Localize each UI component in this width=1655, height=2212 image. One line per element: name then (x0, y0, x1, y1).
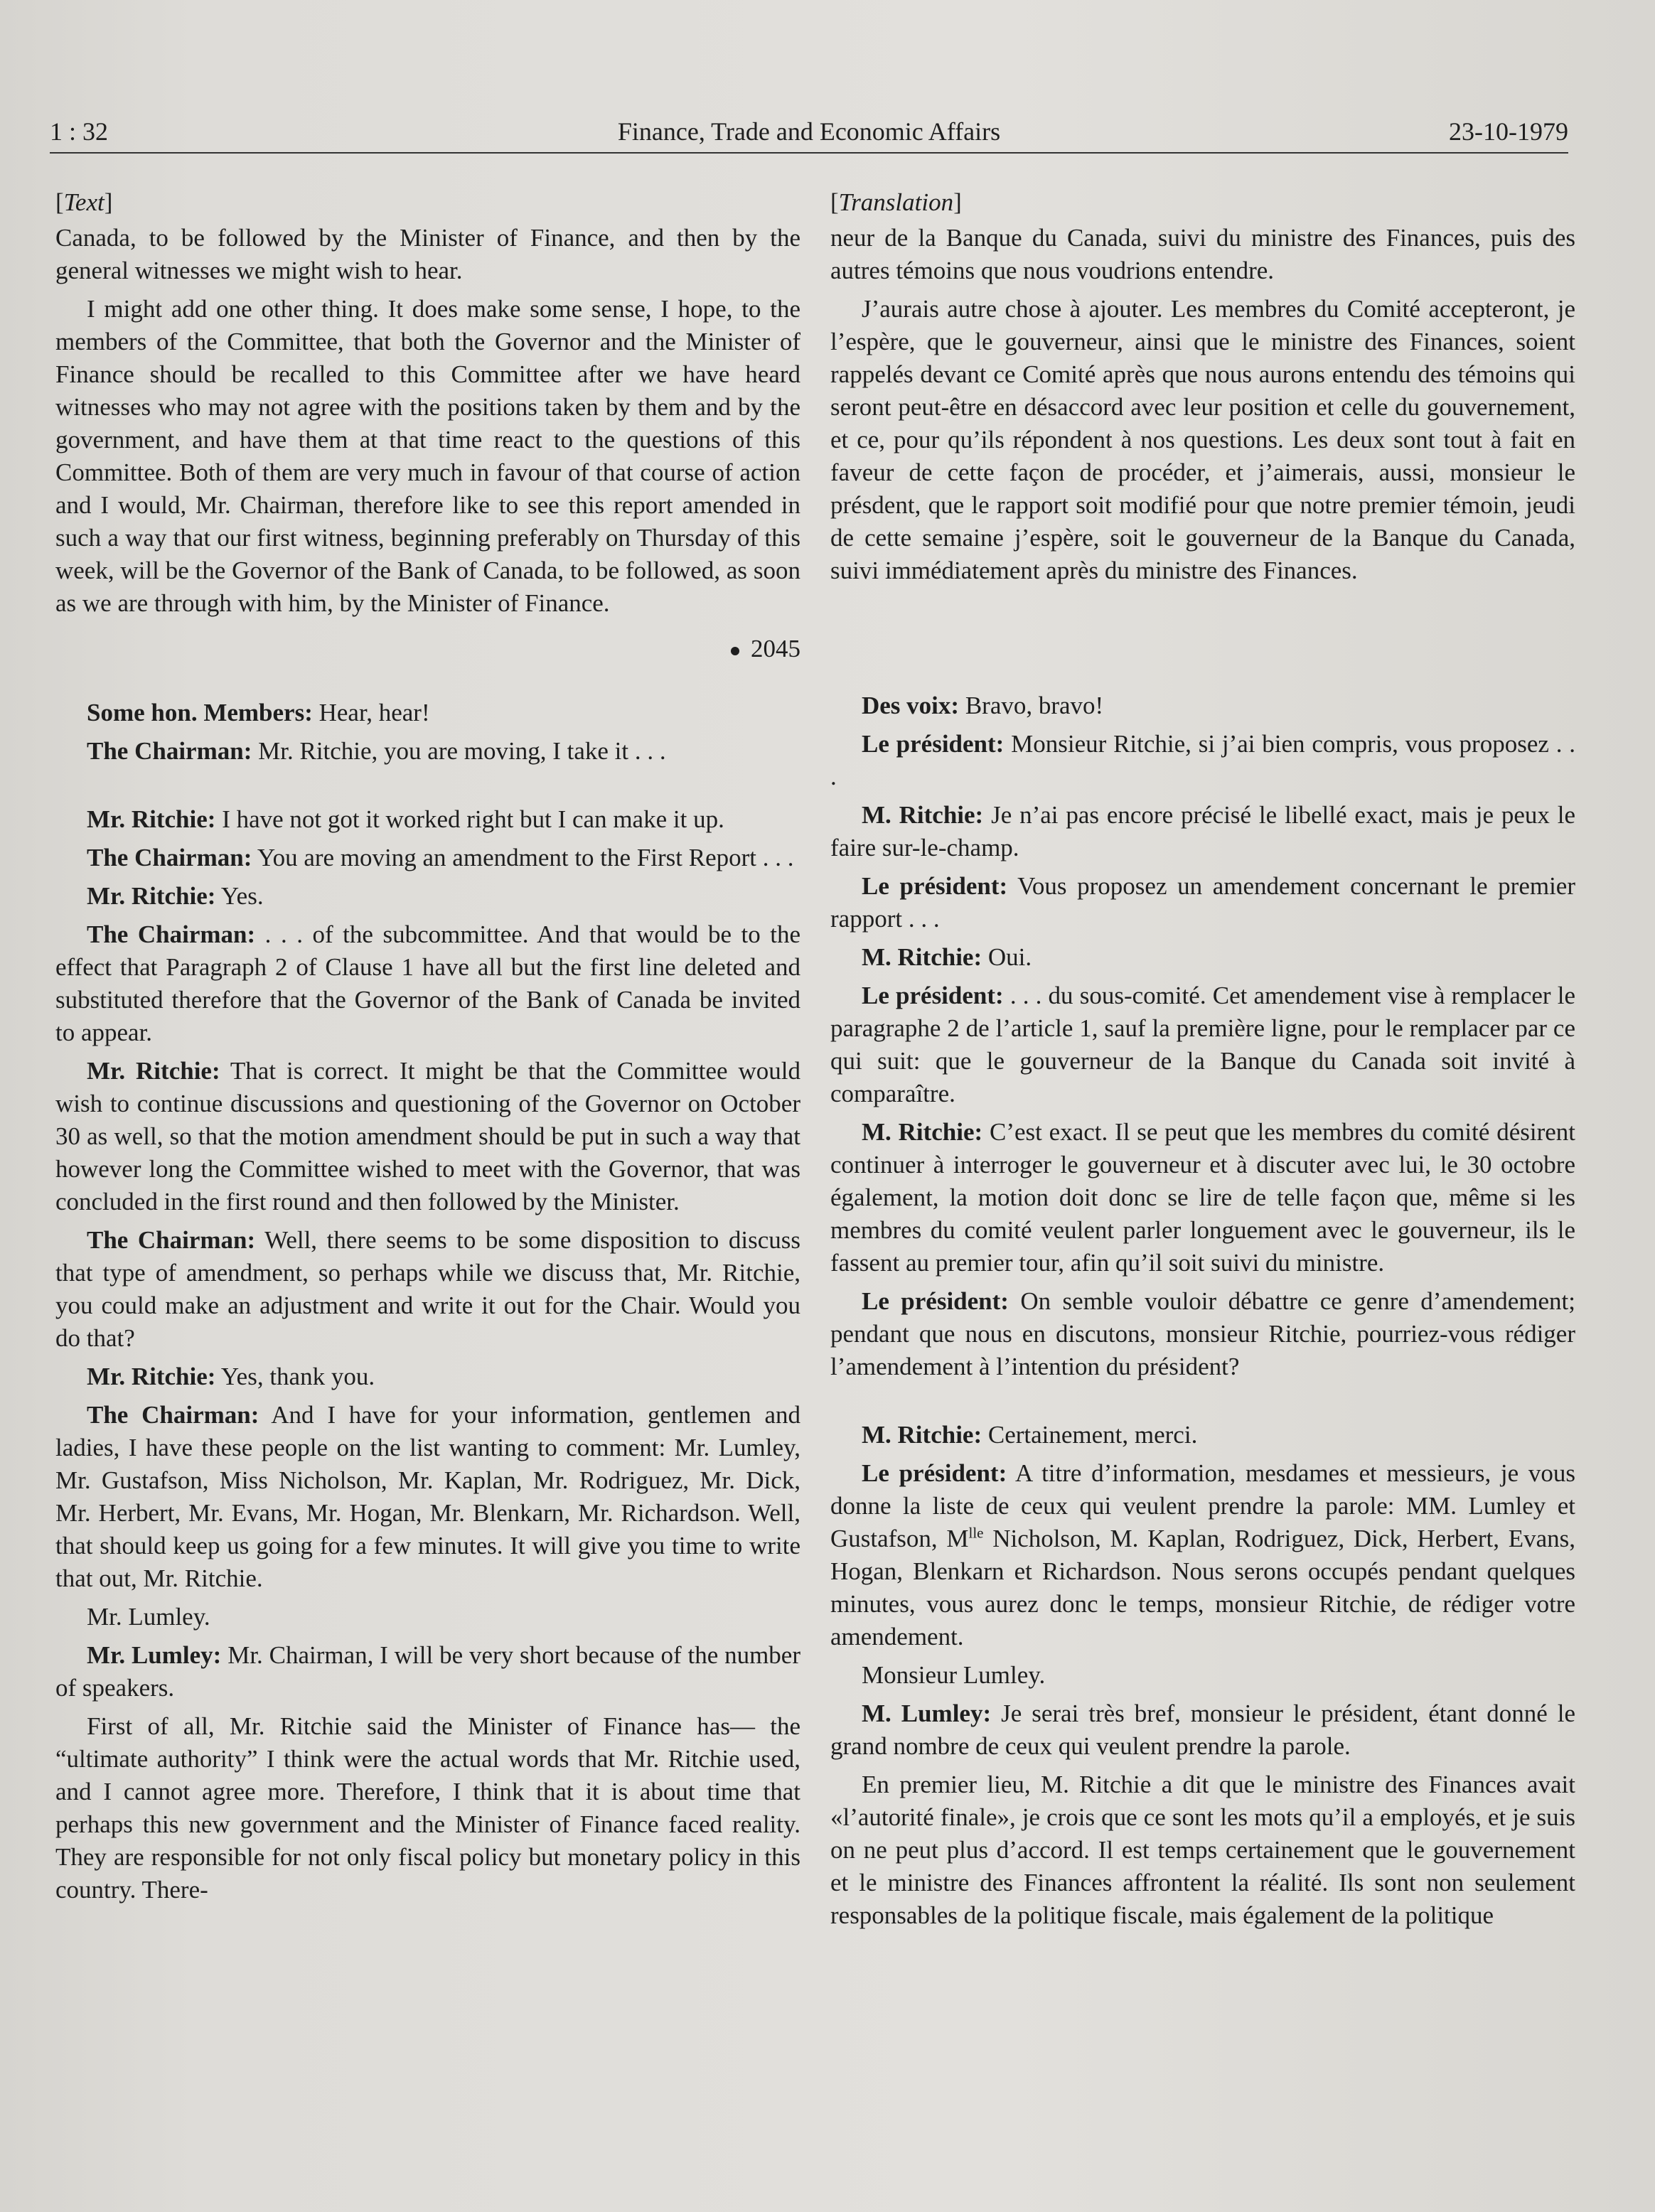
speaker: M. Ritchie: (862, 1118, 983, 1146)
speech: M. Ritchie: C’est exact. Il se peut que les membres du comité désirent continuer à interroger le gouverneur et à discuter avec lui, le 30 octobre également, la motion doit donc se lire de telle façon que, même si les membres du comité veulent parler longuement avec le gouverneur, ils le fassent au premier tour, afin qu’il soit suivi du ministre. (830, 1118, 1576, 1277)
speech: Mr. Lumley. (87, 1603, 210, 1631)
french-column (830, 186, 1575, 1938)
speech: The Chairman: You are moving an amendment to the First Report . . . (87, 844, 794, 871)
speaker: Des voix: (862, 692, 960, 719)
speaker: The Chairman: (87, 844, 252, 871)
speech: Des voix: Bravo, bravo! (862, 692, 1104, 719)
speaker: Le président: (862, 1459, 1007, 1487)
speaker: Le président: (862, 730, 1005, 758)
header-date: 23-10-1979 (1449, 117, 1568, 146)
speech: Le président: On semble vouloir débattre ce genre d’amendement; pendant que nous en discutons, monsieur Ritchie, pourriez-vous rédiger l’amendement à l’intention du président? (830, 1287, 1575, 1380)
speaker: The Chairman: (87, 1401, 259, 1429)
bullet-icon (731, 647, 739, 655)
speaker: M. Lumley: (862, 1700, 992, 1727)
speech: M. Ritchie: Je n’ai pas encore précisé le libellé exact, mais je peux le faire sur-le-champ. (830, 801, 1576, 861)
paragraph: I might add one other thing. It does make some sense, I hope, to the members of the Committee, that both the Governor and the Minister of Finance should be recalled to this Committee after we have heard witnesses who may not agree with the positions taken by them and by the government, and have them at that time react to the questions of this Committee. Both of them are very much in favour of that course of action and I would, Mr. Chairman, therefore like to see this report amended in such a way that our first witness, beginning preferably on Thursday of this week, will be the Governor of the Bank of Canada, to be followed, as soon as we are through with him, by the Minister of Finance. (55, 295, 800, 617)
text-tag: [Text] (55, 188, 113, 216)
speaker: Mr. Ritchie: (87, 882, 216, 910)
english-column (55, 186, 800, 1912)
speaker: Le président: (862, 982, 1004, 1009)
speech: Le président: A titre d’information, mesdames et messieurs, je vous donne la liste de ceux qui veulent prendre la parole: MM. Lumley et Gustafson, $M^{lle}$ Nicholson, M. Kaplan, Rodriguez, Dick, Herbert, Evans, Hogan, Blenkarn et Richardson. Nous serons occupés pendant quelques minutes, vous aurez donc le temps, monsieur Ritchie, de rédiger votre amendement. (830, 1459, 1576, 1650)
speech: Monsieur Lumley. (862, 1661, 1046, 1689)
speech: M. Ritchie: Oui. (862, 943, 1032, 971)
speech: Mr. Ritchie: Yes. (87, 882, 264, 910)
speech: Le président: . . . du sous-comité. Cet amendement vise à remplacer le paragraphe 2 de l’article 1, sauf la première ligne, pour le remplacer par ce qui suit: que le gouverneur de la Banque du Canada soit invité à comparaître. (830, 982, 1575, 1107)
speech: Some hon. Members: Hear, hear! (87, 699, 430, 726)
page-header (50, 111, 1568, 154)
speech: M. Lumley: Je serai très bref, monsieur le président, étant donné le grand nombre de ceux qui veulent prendre la parole. (830, 1700, 1575, 1760)
speaker: Mr. Ritchie: (87, 805, 216, 833)
speaker: M. Ritchie: (862, 1421, 982, 1449)
speech: Le président: Monsieur Ritchie, si j’ai bien compris, vous proposez . . . (830, 730, 1575, 790)
speaker: The Chairman: (87, 1226, 256, 1254)
speech: The Chairman: And I have for your information, gentlemen and ladies, I have these people on the list wanting to comment: Mr. Lumley, Mr. Gustafson, Miss Nicholson, Mr. Kaplan, Mr. Rodriguez, Mr. Dick, Mr. Herbert, Mr. Evans, Mr. Hogan, Mr. Blenkarn, Mr. Richardson. Well, that should keep us going for a few minutes. It will give you time to write that out, Mr. Ritchie. (55, 1401, 800, 1592)
speech: M. Ritchie: Certainement, merci. (862, 1421, 1198, 1449)
speech: Mr. Ritchie: I have not got it worked right but I can make it up. (87, 805, 724, 833)
speech: Mr. Ritchie: Yes, thank you. (87, 1363, 375, 1390)
translation-tag: [Translation] (830, 188, 962, 216)
speaker: Le président: (862, 872, 1008, 900)
speaker: Some hon. Members: (87, 699, 313, 726)
paragraph: neur de la Banque du Canada, suivi du ministre des Finances, puis des autres témoins que nous voudrions entendre. (830, 224, 1575, 284)
speech: Le président: Vous proposez un amendement concernant le premier rapport . . . (830, 872, 1575, 933)
speaker: The Chairman: (87, 737, 252, 765)
paragraph: First of all, Mr. Ritchie said the Minister of Finance has— the “ultimate authority” I think were the actual words that Mr. Ritchie used, and I cannot agree more. Therefore, I think that it is about time that perhaps this new government and the Minister of Finance faced reality. They are responsible for not only fiscal policy but monetary policy in this country. There- (55, 1712, 800, 1904)
paragraph: J’aurais autre chose à ajouter. Les membres du Comité accepteront, je l’espère, que le gouverneur, ainsi que le ministre des Finances, soient rappelés devant ce Comité après que nous aurons entendu des témoins qui seront peut-être en désaccord avec leur position et celle du gouvernement, et ce, pour qu’ils répondent à nos questions. Les deux sont tout à fait en faveur de cette façon de procéder, et j’aimerais, aussi, monsieur le présdent, que le rapport soit modifié pour que notre premier témoin, jeudi de cette semaine j’espère, soit le gouverneur de la Banque du Canada, suivi immédiatement après du ministre des Finances. (830, 295, 1575, 584)
speaker: The Chairman: (87, 920, 256, 948)
speaker: M. Ritchie: (862, 801, 984, 829)
running-title: Finance, Trade and Economic Affairs (617, 117, 1001, 146)
speech: The Chairman: Mr. Ritchie, you are moving, I take it . . . (87, 737, 666, 765)
page-number: 1 : 32 (50, 117, 109, 146)
speech: The Chairman: Well, there seems to be some disposition to discuss that type of amendment, so perhaps while we discuss that, Mr. Ritchie, you could make an adjustment and write it out for the Chair. Would you do that? (55, 1226, 801, 1352)
speaker: Mr. Ritchie: (87, 1057, 220, 1085)
paragraph: Canada, to be followed by the Minister of Finance, and then by the general witnesses we might wish to hear. (55, 224, 800, 284)
time-marker: 2045 (55, 633, 800, 665)
speech: The Chairman: . . . of the subcommittee. And that would be to the effect that Paragraph 2 of Clause 1 have all but the first line deleted and substituted therefore that the Governor of the Bank of Canada be invited to appear. (55, 920, 801, 1046)
speech: Mr. Lumley: Mr. Chairman, I will be very short because of the number of speakers. (55, 1641, 800, 1702)
speaker: Mr. Ritchie: (87, 1363, 216, 1390)
speaker: Le président: (862, 1287, 1009, 1315)
paragraph: En premier lieu, M. Ritchie a dit que le ministre des Finances avait «l’autorité finale», je crois que ce sont les mots qu’il a employés, et je suis on ne peut plus d’accord. Il est temps certainement que le gouvernement et le ministre des Finances affrontent la réalité. Ils sont non seulement responsables de la politique fiscale, mais également de la politique (830, 1771, 1575, 1929)
speech: Mr. Ritchie: That is correct. It might be that the Committee would wish to continue discussions and questioning of the Governor on October 30 as well, so that the motion amendment should be put in such a way that however long the Committee wished to meet with the Governor, that was concluded in the first round and then followed by the Minister. (55, 1057, 800, 1215)
speaker: M. Ritchie: (862, 943, 982, 971)
speaker: Mr. Lumley: (87, 1641, 222, 1669)
